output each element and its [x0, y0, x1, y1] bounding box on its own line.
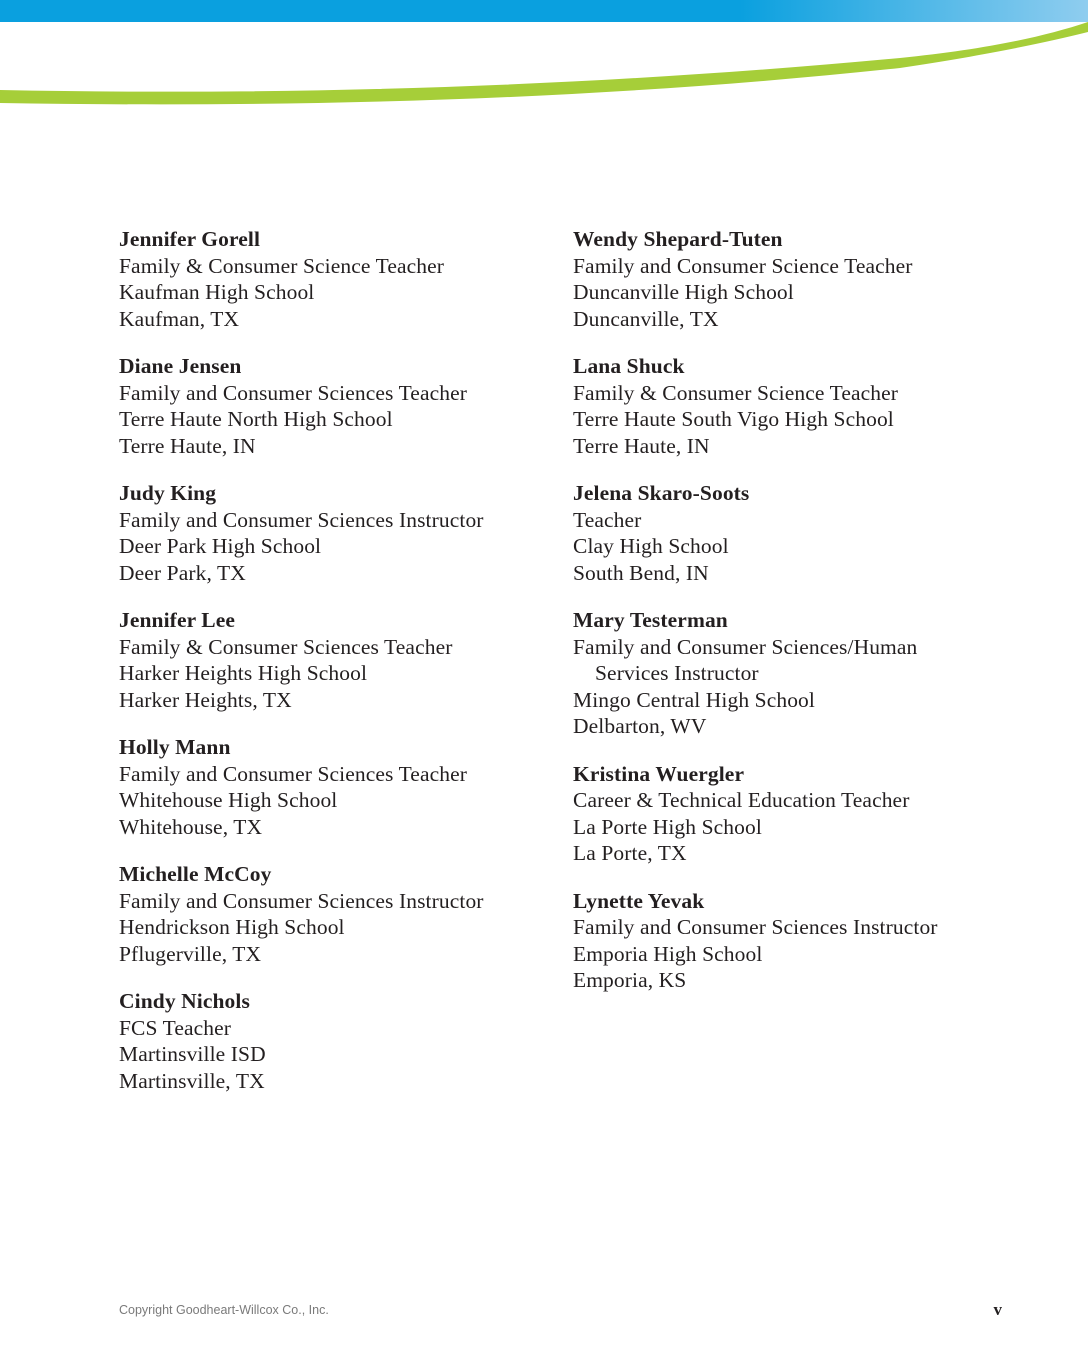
reviewer-title: Family and Consumer Sciences Instructor [119, 888, 484, 913]
reviewer-location: Pflugerville, TX [119, 941, 262, 966]
blue-band [0, 0, 1088, 22]
reviewer-title: Teacher [573, 507, 642, 532]
reviewer-title: FCS Teacher [119, 1015, 232, 1040]
reviewer-location: Duncanville, TX [573, 306, 719, 331]
reviewer-entry [119, 353, 559, 459]
reviewer-title: Family & Consumer Sciences Teacher [119, 634, 453, 659]
left-column [119, 226, 559, 1115]
copyright-notice: Copyright Goodheart-Willcox Co., Inc. [119, 1303, 329, 1317]
reviewer-location: Delbarton, WV [573, 714, 707, 738]
reviewer-entry [119, 226, 559, 332]
reviewer-entry [119, 988, 559, 1094]
reviewer-school: Terre Haute North High School [119, 407, 393, 431]
reviewer-name: Jelena Skaro-Soots [573, 481, 750, 505]
reviewer-name: Judy King [119, 481, 217, 505]
reviewer-entry [573, 226, 1013, 332]
reviewer-name: Jennifer Lee [119, 608, 236, 632]
reviewer-title: Family and Consumer Sciences Instructor [119, 507, 484, 532]
reviewer-location: La Porte, TX [573, 841, 687, 865]
reviewer-location: Kaufman, TX [119, 306, 240, 331]
reviewer-entry [119, 734, 559, 840]
reviewer-title: Family and Consumer Sciences Instructor [573, 915, 938, 939]
reviewer-school: Whitehouse High School [119, 788, 338, 812]
reviewer-location: Harker Heights, TX [119, 687, 292, 712]
header-decoration [0, 0, 1088, 110]
reviewer-title-continued: Services Instructor [595, 661, 759, 685]
reviewer-title: Family & Consumer Science Teacher [119, 253, 445, 278]
reviewer-location: Whitehouse, TX [119, 814, 263, 839]
reviewer-name: Lana Shuck [573, 354, 685, 378]
reviewer-title: Family and Consumer Sciences Teacher [119, 380, 467, 405]
reviewer-entry [573, 607, 1013, 740]
reviewer-location: Emporia, KS [573, 968, 687, 992]
reviewer-location: Terre Haute, IN [119, 433, 256, 458]
reviewer-school: Hendrickson High School [119, 915, 345, 939]
reviewer-location: Deer Park, TX [119, 560, 246, 585]
reviewer-entry [119, 607, 559, 713]
page-number: v [993, 1300, 1002, 1319]
reviewer-location: South Bend, IN [573, 560, 709, 585]
reviewer-school: Duncanville High School [573, 280, 794, 304]
reviewer-school: Clay High School [573, 534, 729, 558]
green-swoosh [0, 22, 1088, 104]
reviewer-title: Family and Consumer Science Teacher [573, 253, 913, 278]
right-column [573, 226, 1013, 1015]
reviewer-entry [573, 761, 1013, 867]
reviewer-name: Cindy Nichols [119, 989, 250, 1013]
reviewer-title: Career & Technical Education Teacher [573, 788, 910, 812]
reviewer-school: Kaufman High School [119, 280, 315, 304]
reviewer-school: Emporia High School [573, 941, 763, 966]
reviewer-entry [573, 888, 1013, 994]
reviewer-entry [573, 480, 1013, 586]
reviewer-name: Wendy Shepard-Tuten [573, 227, 783, 251]
reviewer-name: Kristina Wuergler [573, 761, 745, 786]
reviewer-name: Jennifer Gorell [119, 227, 261, 251]
reviewer-title: Family & Consumer Science Teacher [573, 380, 899, 405]
reviewer-name: Diane Jensen [119, 354, 242, 378]
reviewer-school: Martinsville ISD [119, 1042, 266, 1066]
reviewer-school: Deer Park High School [119, 534, 322, 558]
reviewer-name: Mary Testerman [573, 608, 728, 632]
reviewer-entry [119, 861, 559, 967]
reviewer-location: Martinsville, TX [119, 1068, 265, 1093]
reviewer-entry [573, 353, 1013, 459]
reviewer-school: Harker Heights High School [119, 661, 368, 685]
reviewer-name: Holly Mann [119, 735, 231, 759]
reviewer-title: Family and Consumer Sciences/Human [573, 634, 918, 659]
reviewer-entry [119, 480, 559, 586]
reviewer-school: Mingo Central High School [573, 687, 815, 712]
reviewer-title: Family and Consumer Sciences Teacher [119, 761, 467, 786]
reviewer-school: Terre Haute South Vigo High School [573, 407, 894, 431]
reviewer-name: Lynette Yevak [573, 888, 705, 913]
reviewer-name: Michelle McCoy [119, 862, 272, 886]
reviewer-school: La Porte High School [573, 814, 762, 839]
reviewer-location: Terre Haute, IN [573, 433, 710, 458]
